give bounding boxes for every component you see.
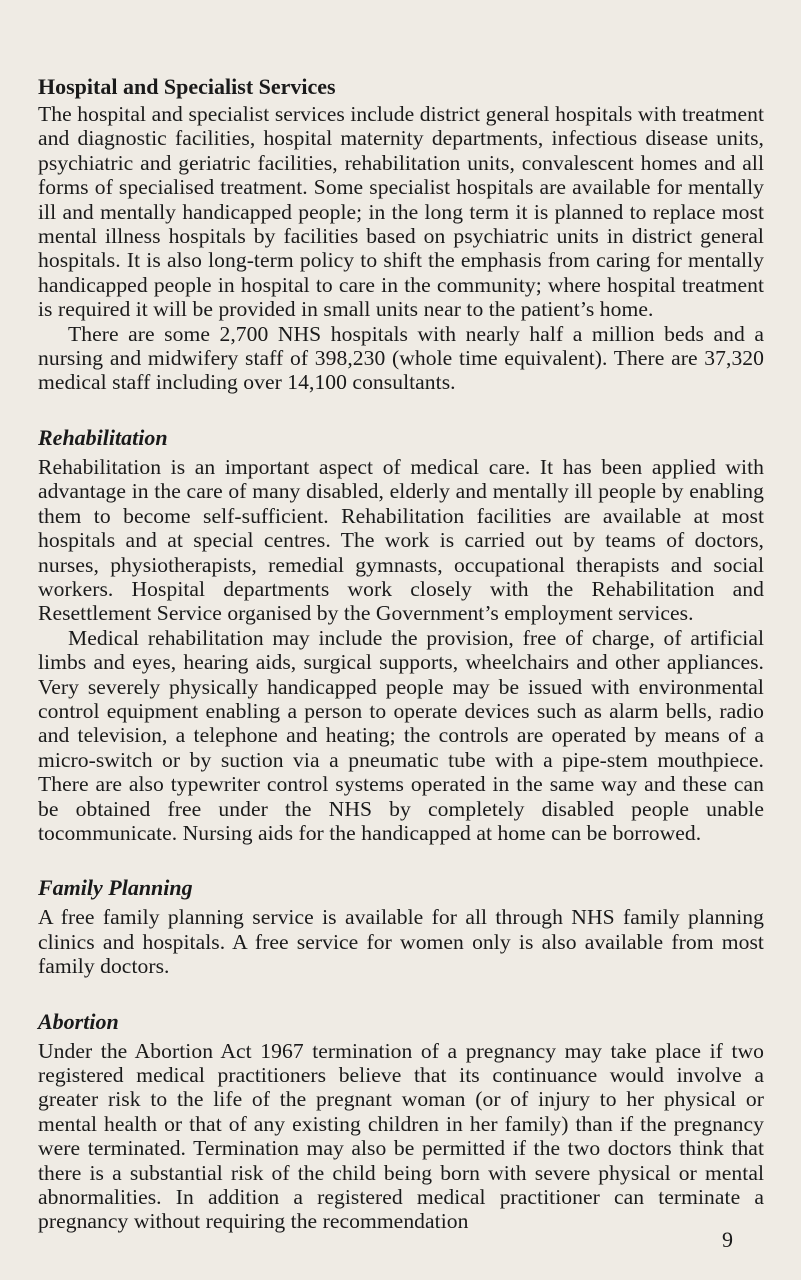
abortion-heading: Abortion [38,1008,119,1034]
main-heading: Hospital and Specialist Services [38,74,336,99]
hospital-services-paragraph-1: The hospital and specialist services include district general hospitals with treatment and diagnostic facilities, hospital maternity departments, infectious disease units, psychiatric and geriatric facilities, rehabilitation units, convalescent homes and all forms of specialised treatment. Some specialist hospitals are available for mentally ill and mentally handicapped people; in the long term it is planned to replace most mental illness hospitals by facilities based on psychiatric units in district general hospitals. It is also long-term policy to shift the emphasis from caring for mentally handicapped people in hospital to care in the community; where hospital treatment is required it will be provided in small units near to the patient’s home. [38,102,764,322]
abortion-paragraph: Under the Abortion Act 1967 termination of a pregnancy may take place if two registered medical practitioners believe that its continuance would involve a greater risk to the life of the pregnant woman (or of injury to her physical or mental health or that of any existing children in her family) than if the pregnancy were terminated. Termination may also be permitted if the two doctors think that there is a substantial risk of the child being born with severe physical or mental abnormalities. In addition a registered medical practitioner can terminate a pregnancy without requiring the recommendation [38,1038,764,1234]
rehabilitation-paragraph-2: Medical rehabilitation may include the provision, free of charge, of artificial limbs and eyes, hearing aids, surgical supports, wheelchairs and other appliances. Very severely physically handicapped people may be issued with environmental control equipment enabling a person to operate devices such as alarm bells, radio and television, a telephone and heating; the controls are operated by means of a micro-switch or by suction via a pneumatic tube with a pipe-stem mouthpiece. There are also typewriter control systems operated in the same way and these can be obtained free under the NHS by completely disabled people unable tocommunicate. Nursing aids for the handicapped at home can be borrowed. [38,625,764,845]
page-content [38,74,764,1262]
family-planning-heading: Family Planning [38,875,193,901]
rehabilitation-heading: Rehabilitation [38,424,168,450]
hospital-services-paragraph-2: There are some 2,700 NHS hospitals with nearly half a million beds and a nursing and midwifery staff of 398,230 (whole time equivalent). There are 37,320 medical staff including over 14,100 consultants. [38,321,764,395]
section-abortion [38,1009,764,1234]
section-rehabilitation [38,425,764,846]
section-hospital-services [38,74,764,395]
section-family-planning [38,875,764,978]
page-number: 9 [722,1227,733,1252]
rehabilitation-paragraph-1: Rehabilitation is an important aspect of medical care. It has been applied with advantage in the care of many disabled, elderly and mentally ill people by enabling them to become self-sufficient. Rehabilitation facilities are available at most hospitals and at special centres. The work is carried out by teams of doctors, nurses, physiotherapists, remedial gymnasts, occupational therapists and social workers. Hospital departments work closely with the Rehabilitation and Resettlement Service organised by the Government’s employment services. [38,454,764,626]
family-planning-paragraph: A free family planning service is available for all through NHS family planning clinics and hospitals. A free service for women only is also available from most family doctors. [38,905,764,979]
